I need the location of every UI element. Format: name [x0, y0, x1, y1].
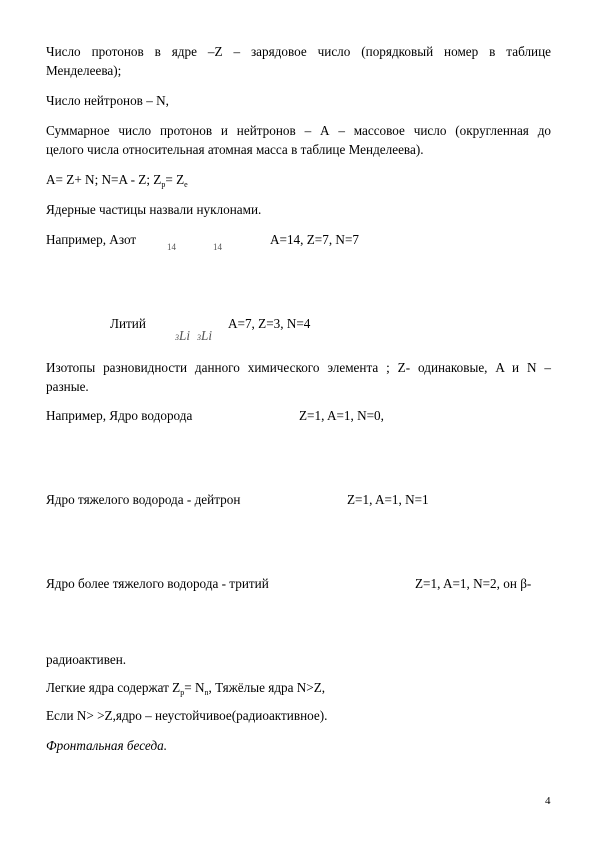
- text-line: Изотопы разновидности данного химического элемента ; Z- одинаковые, A и N –: [46, 360, 551, 375]
- text-line: Суммарное число протонов и нейтронов – А – массовое число (округленная до: [46, 123, 551, 138]
- example-values: A=7, Z=3, N=4: [228, 316, 311, 331]
- text-line: Ядерные частицы назвали нуклонами.: [46, 202, 262, 217]
- subscript: р: [161, 180, 166, 189]
- text-line: разные.: [46, 379, 89, 394]
- example-values: Z=1, A=1, N=0,: [299, 408, 384, 423]
- formula-text: = Z: [165, 172, 185, 187]
- formula-line: [46, 170, 551, 194]
- example-values: Z=1, A=1, N=1: [347, 492, 429, 507]
- text-line: Менделеева);: [46, 63, 122, 78]
- isotope-mass-number: 14: [167, 242, 176, 252]
- example-values: A=14, Z=7, N=7: [270, 232, 359, 247]
- isotope-mass-number: 14: [213, 242, 222, 252]
- example-label: Литий: [110, 316, 146, 331]
- subscript: n: [204, 688, 209, 697]
- subscript: p: [180, 688, 185, 697]
- example-label: Например, Азот: [46, 232, 137, 247]
- section-heading: Фронтальная беседа.: [46, 738, 168, 753]
- text-line: радиоактивен.: [46, 652, 127, 667]
- isotope-symbol: 3Li: [197, 328, 212, 343]
- page-number: 4: [545, 795, 551, 807]
- text-line: целого числа относительная атомная масса в таблице Менделеева).: [46, 142, 424, 157]
- text-line: Легкие ядра содержат $Z_p= N_n$, Тяжёлые ядра N>Z,: [46, 680, 326, 697]
- example-label: Ядро более тяжелого водорода - тритий: [46, 576, 269, 591]
- text-line: Число нейтронов – N,: [46, 93, 169, 108]
- text-line: Число протонов в ядре –Z – зарядовое число (порядковый номер в таблице: [46, 44, 551, 59]
- example-label: Например, Ядро водорода: [46, 408, 193, 423]
- example-label: Ядро тяжелого водорода - дейтрон: [46, 492, 241, 507]
- formula-text: A= Z+ N; N=A - Z; Z: [46, 172, 162, 187]
- text-line: Если N> >Z,ядро – неустойчивое(радиоактивное).: [46, 708, 328, 723]
- isotope-symbol: 3Li: [175, 328, 190, 343]
- subscript: e: [184, 180, 188, 189]
- example-values: Z=1, A=1, N=2, он β-: [415, 576, 532, 591]
